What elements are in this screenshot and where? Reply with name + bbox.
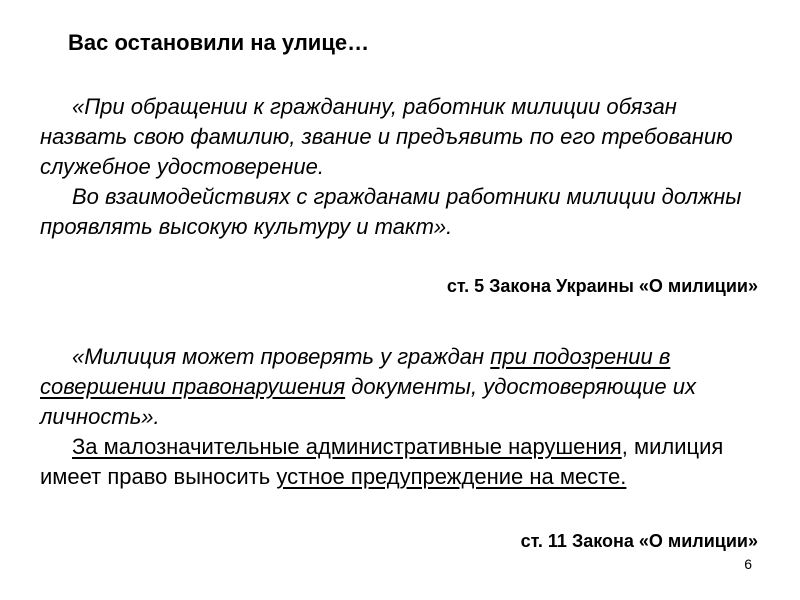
- quote1-paragraph-1: «При обращении к гражданину, работник милиции обязан назвать свою фамилию, звание и предъявить по его требованию служебное удостоверение.: [40, 94, 733, 179]
- slide-title: Вас остановили на улице…: [68, 30, 370, 55]
- quote2-p2-underlined-2: устное предупреждение на месте.: [276, 464, 627, 489]
- quote2-p1-text-a: «Милиция может проверять у граждан: [72, 344, 491, 369]
- quote2-citation: ст. 11 Закона «О милиции»: [520, 531, 758, 551]
- quote2-paragraph-2: [40, 432, 760, 492]
- quote2-p1-underlined: при подозрении в совершении правонарушения: [40, 344, 671, 399]
- quote2-p2-underlined-1: За малозначительные административные нарушения: [72, 434, 622, 459]
- quote1-citation: ст. 5 Закона Украины «О милиции»: [446, 276, 758, 296]
- quote2-paragraph-1: [40, 342, 760, 432]
- quote1-paragraph-2: Во взаимодействиях с гражданами работники милиции должны проявлять высокую культуру и такт».: [40, 184, 742, 239]
- page-number: 6: [744, 556, 752, 572]
- quote2-p2-text-a: , милиция имеет право выносить: [40, 434, 724, 489]
- quote2-p1-text-b: документы, удостоверяющие их личность».: [40, 374, 696, 429]
